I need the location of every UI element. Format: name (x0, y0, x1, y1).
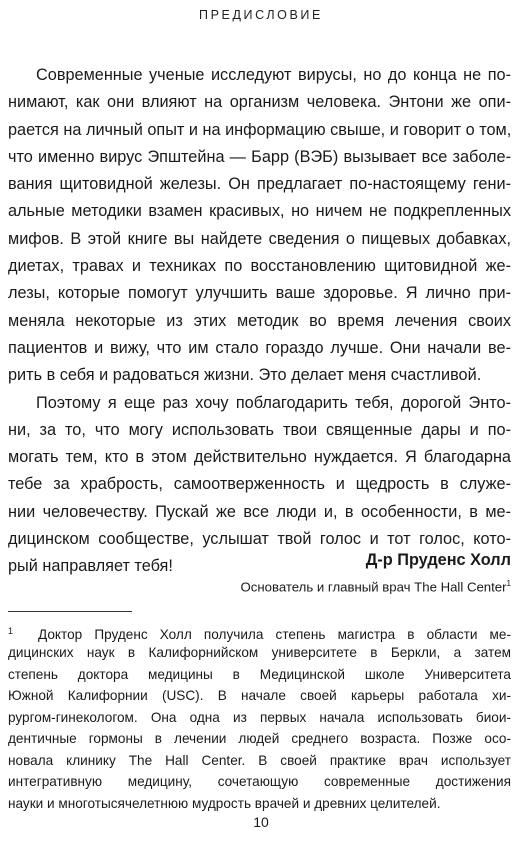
paragraph-line: альные методики взамен красивых, но ничем не подкрепленных (8, 202, 511, 221)
paragraph-line: вания щитовидной железы. Он предлагает по-настоящему гени- (8, 175, 511, 194)
footnote-divider (8, 611, 132, 612)
signature-name: Д-р Пруденс Холл (365, 551, 511, 569)
paragraph-line: рый направляет тебя! (8, 557, 173, 576)
footnote-reference: 1 (506, 579, 511, 588)
paragraph-line: рается на личный опыт и на информацию свыше, и говорит о том, (8, 120, 512, 139)
paragraph-line: могать тем, кто в этом действительно нуждается. Я благодарна (8, 448, 511, 467)
paragraph-line: тебе за храбрость, самоотверженность и щедрость в служе- (8, 475, 511, 494)
paragraph-line: ни, за то, что могу использовать твои священные дары и по- (8, 420, 511, 439)
paragraph-line: меняла некоторые из этих методик во время лечения своих (8, 311, 511, 330)
footnote-line: интегративную медицину, сочетающую современные достижения (8, 774, 511, 790)
paragraph-line: лезы, которые помогут улучшить ваше здоровье. Я лично при- (8, 284, 511, 303)
footnote-line: дентичные гормоны в лечении людей среднего возраста. Позже осо- (8, 731, 511, 747)
footnote-number: 1 (8, 626, 14, 636)
footnote-line-text: Доктор Пруденс Холл получила степень магистра в области ме- (38, 627, 511, 642)
affiliation-text: Основатель и главный врач The Hall Center (240, 579, 507, 595)
paragraph-line: мифов. В этой книге вы найдете сведения о пищевых добавках, (8, 229, 511, 248)
footnote-line: степень доктора медицины в Медицинской школе Университета (8, 666, 511, 682)
paragraph-line: Современные ученые исследуют вирусы, но до конца не по- (36, 66, 511, 84)
footnote-line (8, 621, 511, 642)
paragraph-line: нии человечеству. Пускай же все люди и, в особенности, в ме- (8, 502, 511, 521)
footnote-line: дицинских наук в Калифорнийском университете в Беркли, а затем (8, 645, 511, 661)
footnote-line: новала клинику The Hall Center. В своей практике врач использует (8, 752, 511, 768)
paragraph-line: нимают, как они влияют на организм человека. Энтони же опи- (8, 93, 511, 112)
paragraph-line: пациентов и вижу, что им стало гораздо лучше. Они начали ве- (8, 338, 511, 357)
signature-affiliation (241, 579, 512, 594)
footnote (8, 621, 511, 814)
body-text (8, 62, 511, 581)
paragraph-line: рить в себя и радоваться жизни. Это делает меня счастливой. (8, 366, 482, 385)
footnote-line: Южной Калифорнии (USC). В начале своей карьеры работала хи- (8, 688, 511, 704)
paragraph-line: что именно вирус Эпштейна — Барр (ВЭБ) вызывает все заболе- (8, 147, 511, 166)
paragraph-line: диетах, травах и техниках по восстановлению щитовидной же- (8, 257, 511, 276)
footnote-line: науки и многотысячелетнюю мудрость врачей и древних целителей. (8, 795, 441, 811)
paragraph-line: Поэтому я еще раз хочу поблагодарить тебя, дорогой Энто- (36, 393, 511, 412)
running-head: ПРЕДИСЛОВИЕ (199, 8, 323, 22)
paragraph-line: дицинском сообществе, услышат твой голос и тот голос, кото- (8, 530, 511, 549)
footnote-line: рургом-гинекологом. Она одна из первых начала использовать биои- (8, 709, 511, 725)
page-number: 10 (253, 814, 269, 830)
